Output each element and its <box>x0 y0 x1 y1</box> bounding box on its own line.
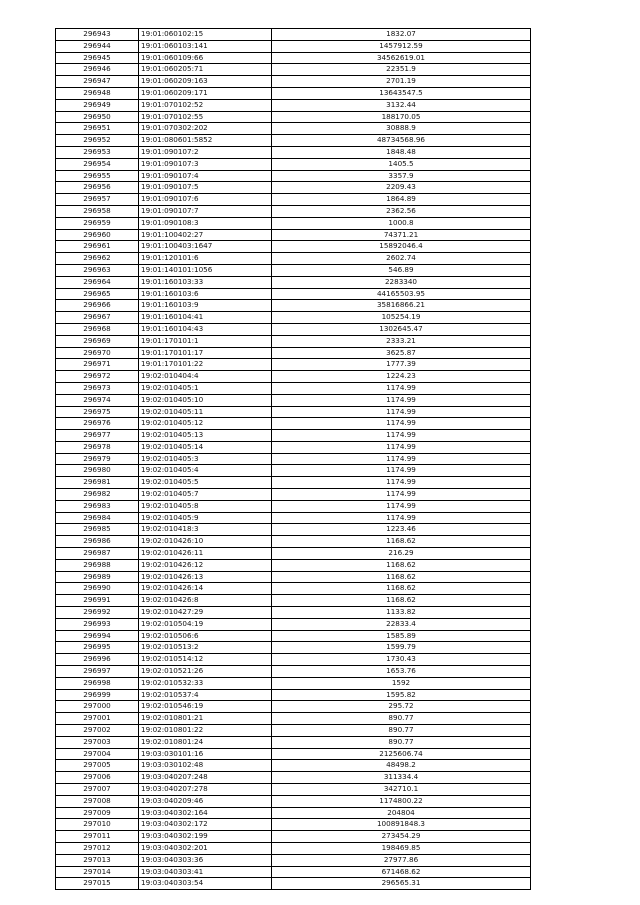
value-cell: 1174800.22 <box>272 795 531 807</box>
row-id-cell: 296984 <box>56 512 139 524</box>
cadastral-number-cell: 19:02:010546:19 <box>139 701 272 713</box>
cadastral-number-cell: 19:02:010405:1 <box>139 382 272 394</box>
cadastral-number-cell: 19:02:010426:14 <box>139 583 272 595</box>
table-row <box>56 689 531 701</box>
row-id-cell: 297006 <box>56 772 139 784</box>
cadastral-number-cell: 19:01:090107:4 <box>139 170 272 182</box>
cadastral-number-cell: 19:01:090107:5 <box>139 182 272 194</box>
cadastral-number-cell: 19:02:010801:24 <box>139 736 272 748</box>
row-id-cell: 296970 <box>56 347 139 359</box>
value-cell: 1174.99 <box>272 512 531 524</box>
value-cell: 1174.99 <box>272 382 531 394</box>
row-id-cell: 296955 <box>56 170 139 182</box>
value-cell: 342710.1 <box>272 784 531 796</box>
cadastral-number-cell: 19:02:010504:19 <box>139 618 272 630</box>
table-row <box>56 878 531 890</box>
table-row <box>56 335 531 347</box>
cadastral-number-cell: 19:01:060103:141 <box>139 40 272 52</box>
cadastral-number-cell: 19:01:160103:6 <box>139 288 272 300</box>
cadastral-number-cell: 19:02:010405:7 <box>139 489 272 501</box>
table-row <box>56 713 531 725</box>
table-row <box>56 807 531 819</box>
value-cell: 1223.46 <box>272 524 531 536</box>
cadastral-number-cell: 19:02:010405:12 <box>139 418 272 430</box>
table-row <box>56 123 531 135</box>
cadastral-number-cell: 19:03:040207:278 <box>139 784 272 796</box>
table-row <box>56 300 531 312</box>
row-id-cell: 297008 <box>56 795 139 807</box>
row-id-cell: 296960 <box>56 229 139 241</box>
table-row <box>56 583 531 595</box>
value-cell: 22351.9 <box>272 64 531 76</box>
cadastral-number-cell: 19:02:010427:29 <box>139 607 272 619</box>
table-row <box>56 866 531 878</box>
cadastral-number-cell: 19:01:060205:71 <box>139 64 272 76</box>
cadastral-number-cell: 19:01:160104:43 <box>139 323 272 335</box>
table-row <box>56 477 531 489</box>
table-row <box>56 489 531 501</box>
value-cell: 1832.07 <box>272 29 531 41</box>
value-cell: 1595.82 <box>272 689 531 701</box>
table-row <box>56 217 531 229</box>
table-row <box>56 760 531 772</box>
table-row <box>56 795 531 807</box>
table-row <box>56 441 531 453</box>
cadastral-number-cell: 19:02:010426:12 <box>139 559 272 571</box>
table-row <box>56 146 531 158</box>
cadastral-number-cell: 19:02:010405:5 <box>139 477 272 489</box>
table-row <box>56 194 531 206</box>
table-row <box>56 276 531 288</box>
value-cell: 35816866.21 <box>272 300 531 312</box>
cadastral-number-cell: 19:02:010405:14 <box>139 441 272 453</box>
value-cell: 2333.21 <box>272 335 531 347</box>
cadastral-number-cell: 19:03:040302:201 <box>139 842 272 854</box>
value-cell: 890.77 <box>272 725 531 737</box>
cadastral-number-cell: 19:01:060209:171 <box>139 87 272 99</box>
value-cell: 1592 <box>272 677 531 689</box>
table-row <box>56 205 531 217</box>
row-id-cell: 296989 <box>56 571 139 583</box>
cadastral-number-cell: 19:01:140101:1056 <box>139 264 272 276</box>
table-row <box>56 736 531 748</box>
row-id-cell: 296949 <box>56 99 139 111</box>
row-id-cell: 296998 <box>56 677 139 689</box>
row-id-cell: 296994 <box>56 630 139 642</box>
table-row <box>56 854 531 866</box>
value-cell: 1174.99 <box>272 465 531 477</box>
cadastral-number-cell: 19:02:010426:11 <box>139 548 272 560</box>
table-row <box>56 64 531 76</box>
cadastral-number-cell: 19:01:080601:5852 <box>139 135 272 147</box>
table-row <box>56 842 531 854</box>
cadastral-number-cell: 19:02:010532:33 <box>139 677 272 689</box>
cadastral-number-cell: 19:01:160104:41 <box>139 312 272 324</box>
cadastral-number-cell: 19:01:170101:1 <box>139 335 272 347</box>
cadastral-number-cell: 19:02:010405:11 <box>139 406 272 418</box>
cadastral-number-cell: 19:02:010521:26 <box>139 666 272 678</box>
table-row <box>56 725 531 737</box>
row-id-cell: 296990 <box>56 583 139 595</box>
row-id-cell: 297010 <box>56 819 139 831</box>
value-cell: 671468.62 <box>272 866 531 878</box>
table-row <box>56 701 531 713</box>
value-cell: 1777.39 <box>272 359 531 371</box>
value-cell: 296565.31 <box>272 878 531 890</box>
table-row <box>56 312 531 324</box>
cadastral-number-cell: 19:01:170101:17 <box>139 347 272 359</box>
row-id-cell: 296985 <box>56 524 139 536</box>
cadastral-number-cell: 19:02:010405:9 <box>139 512 272 524</box>
table-row <box>56 170 531 182</box>
cadastral-number-cell: 19:01:070102:52 <box>139 99 272 111</box>
table-row <box>56 158 531 170</box>
value-cell: 44165503.95 <box>272 288 531 300</box>
value-cell: 1174.99 <box>272 441 531 453</box>
value-cell: 198469.85 <box>272 842 531 854</box>
table-row <box>56 111 531 123</box>
cadastral-number-cell: 19:02:010405:3 <box>139 453 272 465</box>
table-row <box>56 772 531 784</box>
row-id-cell: 297003 <box>56 736 139 748</box>
cadastral-number-cell: 19:03:040303:54 <box>139 878 272 890</box>
value-cell: 273454.29 <box>272 831 531 843</box>
value-cell: 2125606.74 <box>272 748 531 760</box>
row-id-cell: 296963 <box>56 264 139 276</box>
row-id-cell: 296959 <box>56 217 139 229</box>
cadastral-number-cell: 19:01:090107:7 <box>139 205 272 217</box>
row-id-cell: 297015 <box>56 878 139 890</box>
table-row <box>56 536 531 548</box>
value-cell: 1168.62 <box>272 571 531 583</box>
table-row <box>56 182 531 194</box>
table-row <box>56 371 531 383</box>
value-cell: 311334.4 <box>272 772 531 784</box>
value-cell: 188170.05 <box>272 111 531 123</box>
row-id-cell: 296976 <box>56 418 139 430</box>
cadastral-number-cell: 19:01:060102:15 <box>139 29 272 41</box>
value-cell: 1000.8 <box>272 217 531 229</box>
table-row <box>56 831 531 843</box>
cadastral-number-cell: 19:02:010405:8 <box>139 500 272 512</box>
cadastral-number-cell: 19:02:010405:10 <box>139 394 272 406</box>
table-row <box>56 630 531 642</box>
table-row <box>56 241 531 253</box>
table-row <box>56 819 531 831</box>
cadastral-number-cell: 19:01:090107:2 <box>139 146 272 158</box>
value-cell: 3357.9 <box>272 170 531 182</box>
table-row <box>56 465 531 477</box>
value-cell: 30888.9 <box>272 123 531 135</box>
table-row <box>56 264 531 276</box>
table-row <box>56 52 531 64</box>
value-cell: 1168.62 <box>272 583 531 595</box>
table-row <box>56 406 531 418</box>
row-id-cell: 296948 <box>56 87 139 99</box>
value-cell: 1168.62 <box>272 536 531 548</box>
cadastral-number-cell: 19:02:010426:13 <box>139 571 272 583</box>
table-row <box>56 323 531 335</box>
row-id-cell: 297000 <box>56 701 139 713</box>
table-body <box>56 29 531 890</box>
row-id-cell: 296961 <box>56 241 139 253</box>
row-id-cell: 297012 <box>56 842 139 854</box>
value-cell: 216.29 <box>272 548 531 560</box>
cadastral-number-cell: 19:02:010426:8 <box>139 595 272 607</box>
value-cell: 890.77 <box>272 713 531 725</box>
value-cell: 105254.19 <box>272 312 531 324</box>
cadastral-number-cell: 19:01:100403:1647 <box>139 241 272 253</box>
value-cell: 2209.43 <box>272 182 531 194</box>
table-row <box>56 288 531 300</box>
row-id-cell: 296996 <box>56 654 139 666</box>
cadastral-number-cell: 19:02:010418:3 <box>139 524 272 536</box>
value-cell: 1174.99 <box>272 430 531 442</box>
row-id-cell: 297002 <box>56 725 139 737</box>
table-row <box>56 394 531 406</box>
row-id-cell: 297014 <box>56 866 139 878</box>
table-row <box>56 548 531 560</box>
table-row <box>56 748 531 760</box>
row-id-cell: 296975 <box>56 406 139 418</box>
row-id-cell: 296953 <box>56 146 139 158</box>
table-row <box>56 229 531 241</box>
value-cell: 3625.87 <box>272 347 531 359</box>
row-id-cell: 296957 <box>56 194 139 206</box>
row-id-cell: 296964 <box>56 276 139 288</box>
cadastral-number-cell: 19:02:010405:4 <box>139 465 272 477</box>
cadastral-number-cell: 19:02:010514:12 <box>139 654 272 666</box>
table-row <box>56 382 531 394</box>
row-id-cell: 296951 <box>56 123 139 135</box>
row-id-cell: 296947 <box>56 76 139 88</box>
cadastral-number-cell: 19:03:040302:164 <box>139 807 272 819</box>
cadastral-number-cell: 19:01:060109:66 <box>139 52 272 64</box>
table-row <box>56 40 531 52</box>
row-id-cell: 296982 <box>56 489 139 501</box>
row-id-cell: 296988 <box>56 559 139 571</box>
value-cell: 15892046.4 <box>272 241 531 253</box>
value-cell: 1585.89 <box>272 630 531 642</box>
row-id-cell: 296997 <box>56 666 139 678</box>
value-cell: 1174.99 <box>272 477 531 489</box>
value-cell: 1174.99 <box>272 489 531 501</box>
cadastral-number-cell: 19:01:090107:3 <box>139 158 272 170</box>
row-id-cell: 296987 <box>56 548 139 560</box>
value-cell: 1302645.47 <box>272 323 531 335</box>
value-cell: 74371.21 <box>272 229 531 241</box>
value-cell: 1174.99 <box>272 418 531 430</box>
row-id-cell: 296966 <box>56 300 139 312</box>
cadastral-number-cell: 19:01:090108:3 <box>139 217 272 229</box>
value-cell: 48498.2 <box>272 760 531 772</box>
table-row <box>56 654 531 666</box>
table-row <box>56 76 531 88</box>
cadastral-number-cell: 19:01:120101:6 <box>139 253 272 265</box>
row-id-cell: 297001 <box>56 713 139 725</box>
cadastral-number-cell: 19:03:040209:46 <box>139 795 272 807</box>
value-cell: 546.89 <box>272 264 531 276</box>
row-id-cell: 296968 <box>56 323 139 335</box>
cadastral-number-cell: 19:02:010426:10 <box>139 536 272 548</box>
value-cell: 1174.99 <box>272 406 531 418</box>
table-row <box>56 595 531 607</box>
row-id-cell: 296977 <box>56 430 139 442</box>
row-id-cell: 296946 <box>56 64 139 76</box>
row-id-cell: 296969 <box>56 335 139 347</box>
row-id-cell: 296954 <box>56 158 139 170</box>
data-table <box>55 28 531 890</box>
value-cell: 2602.74 <box>272 253 531 265</box>
table-row <box>56 430 531 442</box>
table-row <box>56 135 531 147</box>
row-id-cell: 296979 <box>56 453 139 465</box>
value-cell: 1864.89 <box>272 194 531 206</box>
cadastral-number-cell: 19:01:160103:9 <box>139 300 272 312</box>
value-cell: 1599.79 <box>272 642 531 654</box>
cadastral-number-cell: 19:02:010537:4 <box>139 689 272 701</box>
table-row <box>56 99 531 111</box>
cadastral-number-cell: 19:02:010801:21 <box>139 713 272 725</box>
cadastral-number-cell: 19:02:010801:22 <box>139 725 272 737</box>
row-id-cell: 296972 <box>56 371 139 383</box>
row-id-cell: 296995 <box>56 642 139 654</box>
row-id-cell: 296958 <box>56 205 139 217</box>
row-id-cell: 297009 <box>56 807 139 819</box>
cadastral-number-cell: 19:03:040302:172 <box>139 819 272 831</box>
table-row <box>56 29 531 41</box>
cadastral-number-cell: 19:02:010506:6 <box>139 630 272 642</box>
table-row <box>56 87 531 99</box>
table-row <box>56 253 531 265</box>
row-id-cell: 296971 <box>56 359 139 371</box>
row-id-cell: 297004 <box>56 748 139 760</box>
value-cell: 204804 <box>272 807 531 819</box>
row-id-cell: 297007 <box>56 784 139 796</box>
row-id-cell: 296983 <box>56 500 139 512</box>
table-row <box>56 347 531 359</box>
value-cell: 2283340 <box>272 276 531 288</box>
row-id-cell: 296962 <box>56 253 139 265</box>
row-id-cell: 296944 <box>56 40 139 52</box>
row-id-cell: 296999 <box>56 689 139 701</box>
row-id-cell: 296986 <box>56 536 139 548</box>
row-id-cell: 296980 <box>56 465 139 477</box>
row-id-cell: 296943 <box>56 29 139 41</box>
value-cell: 1174.99 <box>272 453 531 465</box>
row-id-cell: 296974 <box>56 394 139 406</box>
row-id-cell: 297011 <box>56 831 139 843</box>
value-cell: 48734568.96 <box>272 135 531 147</box>
row-id-cell: 297005 <box>56 760 139 772</box>
cadastral-number-cell: 19:01:170101:22 <box>139 359 272 371</box>
row-id-cell: 296967 <box>56 312 139 324</box>
cadastral-number-cell: 19:03:040302:199 <box>139 831 272 843</box>
table-row <box>56 677 531 689</box>
cadastral-number-cell: 19:03:040303:41 <box>139 866 272 878</box>
row-id-cell: 296956 <box>56 182 139 194</box>
row-id-cell: 296993 <box>56 618 139 630</box>
row-id-cell: 296978 <box>56 441 139 453</box>
cadastral-number-cell: 19:02:010404:4 <box>139 371 272 383</box>
table-row <box>56 618 531 630</box>
table-row <box>56 524 531 536</box>
table-row <box>56 571 531 583</box>
row-id-cell: 296952 <box>56 135 139 147</box>
cadastral-number-cell: 19:03:040207:248 <box>139 772 272 784</box>
table-row <box>56 512 531 524</box>
cadastral-number-cell: 19:02:010513:2 <box>139 642 272 654</box>
table-row <box>56 559 531 571</box>
row-id-cell: 296973 <box>56 382 139 394</box>
table-row <box>56 642 531 654</box>
cadastral-number-cell: 19:01:100402:27 <box>139 229 272 241</box>
row-id-cell: 296992 <box>56 607 139 619</box>
cadastral-number-cell: 19:02:010405:13 <box>139 430 272 442</box>
cadastral-number-cell: 19:01:060209:163 <box>139 76 272 88</box>
row-id-cell: 296945 <box>56 52 139 64</box>
row-id-cell: 297013 <box>56 854 139 866</box>
value-cell: 27977.86 <box>272 854 531 866</box>
cadastral-number-cell: 19:01:070102:55 <box>139 111 272 123</box>
value-cell: 1168.62 <box>272 595 531 607</box>
row-id-cell: 296965 <box>56 288 139 300</box>
cadastral-number-cell: 19:01:070302:202 <box>139 123 272 135</box>
value-cell: 1457912.59 <box>272 40 531 52</box>
row-id-cell: 296981 <box>56 477 139 489</box>
row-id-cell: 296950 <box>56 111 139 123</box>
value-cell: 1848.48 <box>272 146 531 158</box>
value-cell: 13643547.5 <box>272 87 531 99</box>
table-row <box>56 500 531 512</box>
cadastral-number-cell: 19:01:090107:6 <box>139 194 272 206</box>
table-row <box>56 418 531 430</box>
value-cell: 2701.19 <box>272 76 531 88</box>
table-row <box>56 607 531 619</box>
value-cell: 1405.5 <box>272 158 531 170</box>
value-cell: 1174.99 <box>272 394 531 406</box>
spreadsheet-page <box>55 28 531 890</box>
value-cell: 890.77 <box>272 736 531 748</box>
table-row <box>56 453 531 465</box>
value-cell: 34562619.01 <box>272 52 531 64</box>
value-cell: 1168.62 <box>272 559 531 571</box>
value-cell: 3132.44 <box>272 99 531 111</box>
table-row <box>56 784 531 796</box>
value-cell: 22833.4 <box>272 618 531 630</box>
table-row <box>56 666 531 678</box>
value-cell: 1224.23 <box>272 371 531 383</box>
value-cell: 1174.99 <box>272 500 531 512</box>
cadastral-number-cell: 19:01:160103:33 <box>139 276 272 288</box>
value-cell: 1133.82 <box>272 607 531 619</box>
value-cell: 1730.43 <box>272 654 531 666</box>
cadastral-number-cell: 19:03:030102:48 <box>139 760 272 772</box>
row-id-cell: 296991 <box>56 595 139 607</box>
cadastral-number-cell: 19:03:030101:16 <box>139 748 272 760</box>
value-cell: 100891848.3 <box>272 819 531 831</box>
value-cell: 295.72 <box>272 701 531 713</box>
value-cell: 2362.56 <box>272 205 531 217</box>
table-row <box>56 359 531 371</box>
cadastral-number-cell: 19:03:040303:36 <box>139 854 272 866</box>
value-cell: 1653.76 <box>272 666 531 678</box>
